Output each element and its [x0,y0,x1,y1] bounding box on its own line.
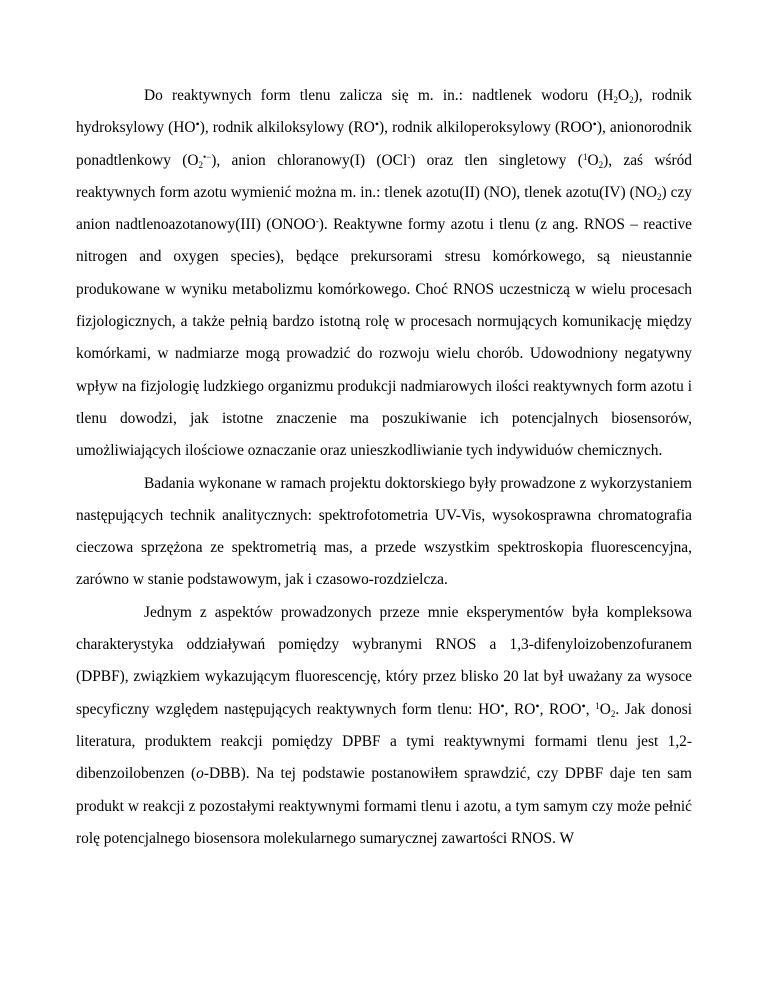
text-run: ), zaś wśród reaktywnych form azotu wymienić można m. in.: tlenek azotu(II) (NO), tlenek azotu(IV) (NO [76,151,692,201]
superscript: - [407,151,411,162]
radical-dot: • [581,698,586,713]
radical-dot: • [195,117,200,132]
paragraph-reactive-species [76,80,692,468]
subscript: 2 [598,159,604,170]
superscript: - [315,216,319,227]
text-run: ), anionorodnik ponadtlenkowy (O [76,119,692,169]
text-run: ), rodnik alkiloksylowy (RO [199,119,375,137]
text-run: O [618,87,630,104]
text-run: , [585,700,596,718]
radical-dot: • [592,117,597,132]
radical-dot: • [535,698,540,713]
text-run: O [599,700,611,718]
superscript: 1 [582,151,588,162]
italic-text: o [196,765,204,783]
text-run: Badania wykonane w ramach projektu doktorskiego były prowadzone z wykorzystaniem następujących technik analitycznych: spektrofotometria UV-Vis, wysokosprawna chromatografia cieczowa sprzężona ze spektrometrią mas, a przede wszystkim spektroskopia fluorescencyjna, zarówno w stanie podstawowym, jak i czasowo-rozdzielcza. [76,474,692,589]
text-run: Do reaktywnych form tlenu zalicza się m. in.: nadtlenek wodoru (H [144,87,614,104]
text-run: ) czy anion nadtlenoazotanowy(III) (ONOO [76,183,692,234]
subscript: 2 [198,159,203,170]
text-run: , RO [504,700,536,718]
superscript: 1 [595,700,600,711]
subscript: 2 [613,95,619,105]
text-run: ) oraz tlen singletowy ( [410,151,583,169]
text-run: ), anion chloranowy(I) (OCl [211,151,408,169]
paragraph-dpbf-experiments [76,597,692,855]
text-run: ), rodnik alkiloperoksylowy (ROO [379,119,593,137]
radical-dot: • [374,117,380,132]
subscript: 2 [629,95,634,105]
radical-dot: • [500,698,505,713]
text-run: O [587,151,599,169]
text-run: . Jak donosi literatura, produktem reakcji pomiędzy DPBF a tymi reaktywnymi formami tlenu jest 1,2-dibenzoilobenzen ( [76,700,692,783]
document-page [76,80,692,855]
text-run: ), rodnik hydroksylowy (HO [76,87,692,137]
paragraph-analytical-methods [76,468,692,597]
text-run: Jednym z aspektów prowadzonych przeze mnie eksperymentów była kompleksowa charakterystyka oddziaływań pomiędzy wybranymi RNOS a 1,3-difenyloizobenzofuranem (DPBF), związkiem wykazującym fluorescencję, który przez blisko 20 lat był uważany za wysoce specyficzny względem następujących reaktywnych form tlenu: HO [76,603,692,718]
text-run: , ROO [539,700,582,718]
superscript: •− [202,151,212,162]
subscript: 2 [657,191,662,202]
subscript: 2 [610,708,616,719]
text-run: -DBB). Na tej podstawie postanowiłem sprawdzić, czy DPBF daje ten sam produkt w reakcji z pozostałymi reaktywnymi formami tlenu i azotu, a tym samym czy może pełnić rolę potencjalnego biosensora molekularnego sumarycznej zawartości RNOS. W [76,765,692,847]
text-run: ). Reaktywne formy azotu i tlenu (z ang. RNOS – reactive nitrogen and oxygen species), będące prekursorami stresu komórkowego, są nieustannie produkowane w wyniku metabolizmu komórkowego. Choć RNOS uczestniczą w wielu procesach fizjologicznych, a także pełnią bardzo istotną rolę w procesach normujących komunikację między komórkami, w nadmiarze mogą prowadzić do rozwoju wielu chorób. Udowodniony negatywny wpływ na fizjologię ludzkiego organizmu produkcji nadmiarowych ilości reaktywnych form azotu i tlenu dowodzi, jak istotne znaczenie ma poszukiwanie ich potencjalnych biosensorów, umożliwiających ilościowe oznaczanie oraz unieszkodliwianie tych indywiduów chemicznych. [76,216,692,460]
